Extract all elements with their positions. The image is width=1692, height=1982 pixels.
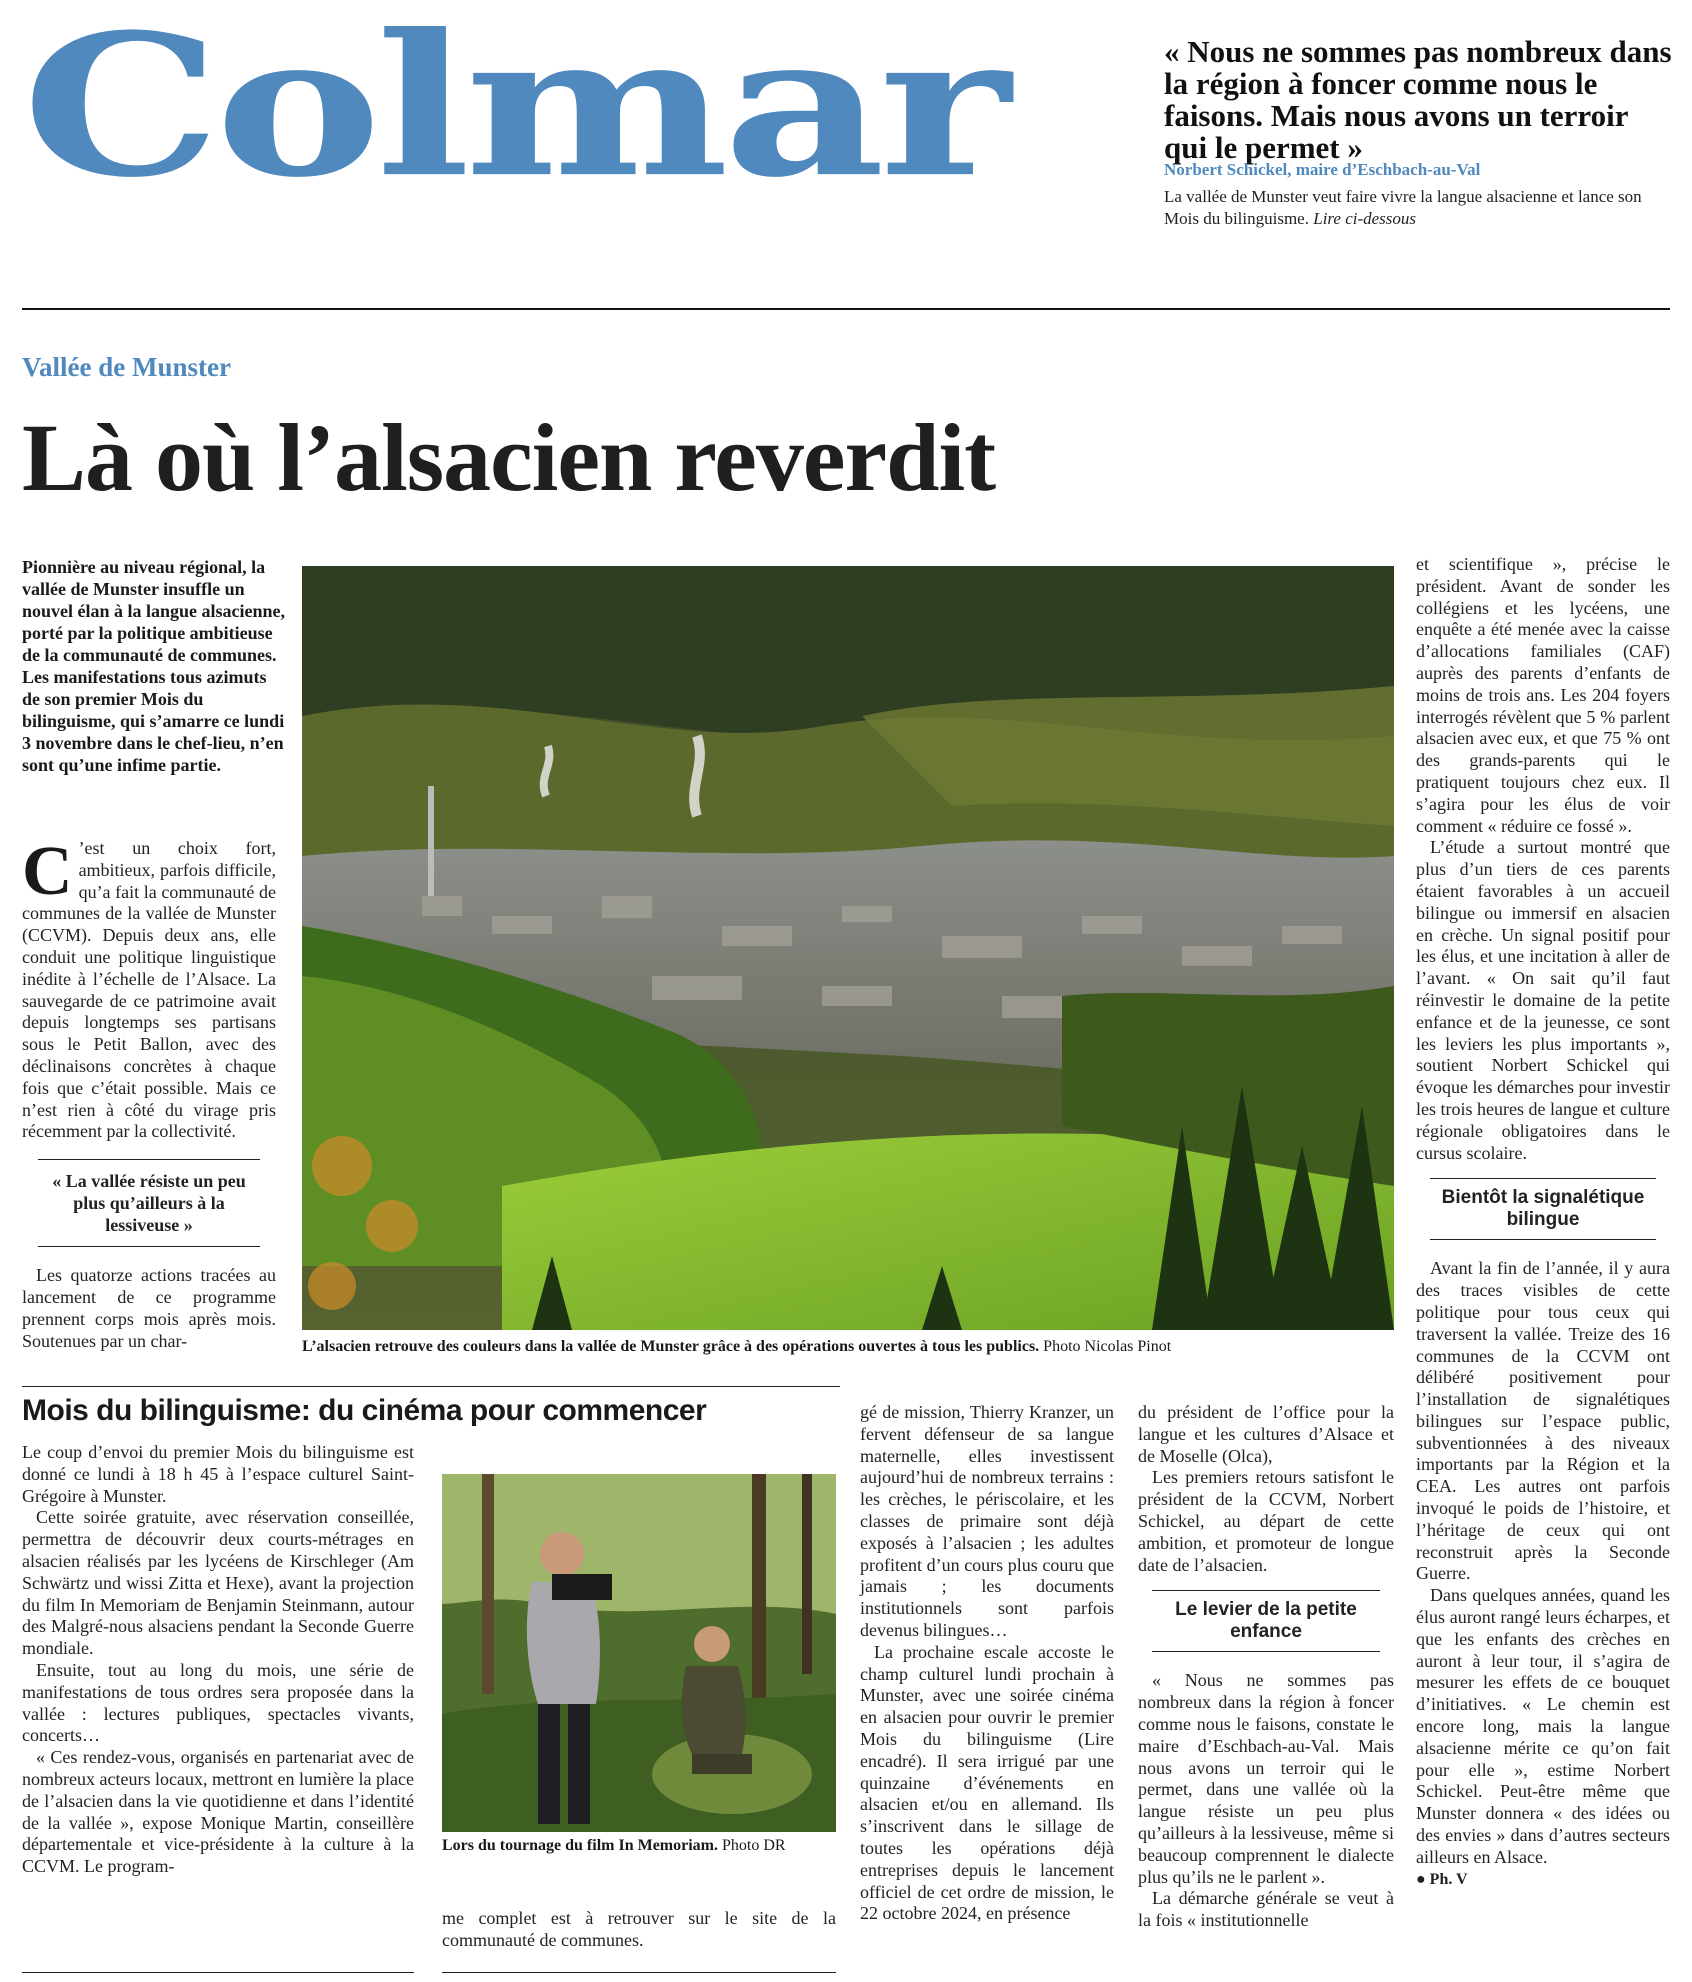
valley-landscape-photo — [302, 566, 1394, 1330]
article-column-4 — [1138, 1402, 1394, 1932]
main-photo-caption — [302, 1336, 1394, 1357]
col1-paragraph-2: Les quatorze actions tracées au lancement de ce programme prennent corps mois après mois. Soutenues par un char- — [22, 1265, 276, 1351]
box-divider — [22, 1386, 840, 1387]
film-photo — [442, 1474, 836, 1832]
article-column-1 — [22, 833, 276, 1352]
box-column-2 — [442, 1908, 836, 1952]
film-shooting-photo — [442, 1474, 836, 1832]
box-paragraph-3: Ensuite, tout au long du mois, une série de manifestations de tous ordres sera proposée dans la vallée : lectures publiques, spectacles vivants, concerts… — [22, 1659, 414, 1746]
main-photo — [302, 566, 1394, 1330]
colr-paragraph-2: L’étude a surtout montré que plus d’un tiers de ces parents étaient favorables à un accueil bilingue ou immersif en alsacien en crèche. Un signal positif pour les élus, et une incitation à aller de l’avant. « On sait qu’il faut réinvestir le domaine de la petite enfance et de la jeunesse, ce sont les leviers les plus importants », soutient Norbert Schickel qui évoque les démarches pour investir les trois heures de langue et culture régionale obligatoires dans le cursus scolaire. — [1416, 837, 1670, 1163]
headline: Là où l’alsacien reverdit — [22, 404, 996, 511]
col3-paragraph-1: gé de mission, Thierry Kranzer, un fervent défenseur de sa langue maternelle, elles investissent aujourd’hui de nombreux terrains : les crèches, le périscolaire, et les classes de primaire sont déjà exposés à l’alsacien ; les adultes profitent d’un cours plus couru que jamais ; les documents institutionnels sont parfois devenus bilingues… — [860, 1402, 1114, 1640]
caption2-credit: Photo DR — [722, 1837, 786, 1854]
subhead-signaletique: Bientôt la signalétique bilingue — [1430, 1178, 1656, 1240]
teaser-text-body: La vallée de Munster veut faire vivre la langue alsacienne et lance son Mois du bilinguisme. — [1164, 187, 1642, 228]
box-title: Mois du bilinguisme: du cinéma pour commencer — [22, 1394, 707, 1427]
teaser-author: Norbert Schickel, maire d’Eschbach-au-Val — [1164, 160, 1481, 179]
col4-paragraph-2: Les premiers retours satisfont le président de la CCVM, Norbert Schickel, au départ de cette ambition, et promoteur de longue date de l’alsacien. — [1138, 1467, 1394, 1575]
top-divider — [22, 308, 1670, 310]
col4-paragraph-1: du président de l’office pour la langue et les cultures d’Alsace et de Moselle (Olca), — [1138, 1402, 1394, 1466]
box-paragraph-1: Le coup d’envoi du premier Mois du bilinguisme est donné ce lundi à 18 h 45 à l’espace culturel Saint-Grégoire à Munster. — [22, 1442, 414, 1506]
teaser-quote: « Nous ne sommes pas nombreux dans la région à foncer comme nous le faisons. Mais nous avons un terroir qui le permet » — [1164, 34, 1672, 165]
article-column-3 — [860, 1402, 1114, 1925]
signature: ● Ph. V — [1416, 1870, 1468, 1888]
col4-paragraph-4: La démarche générale se veut à la fois « institutionnelle — [1138, 1888, 1394, 1931]
colr-paragraph-1: et scientifique », précise le président. Avant de sonder les collégiens et les lycéens, une enquête a été menée avec la caisse d’allocations familiales (CAF) auprès des parents d’enfants de moins de trois ans. Les 204 foyers interrogés révèlent que 5 % parlent alsacien avec eux, et que 75 % ont des grands-parents qui le pratiquent toujours chez eux. Il s’agira pour les élus de voir comment « réduire ce fossé ». — [1416, 554, 1670, 836]
caption-text: L’alsacien retrouve des couleurs dans la vallée de Munster grâce à des opérations ouvertes à tous les publics. — [302, 1338, 1040, 1355]
colr-paragraph-3: Avant la fin de l’année, il y aura des traces visibles de cette politique pour tous ceux qui traversent la vallée. Treize des 16 communes de la CCVM ont délibéré positivement pour l’installation de signalétiques bilingues sur l’espace public, subventionnées à des niveaux importants par la Région et la CEA. Les autres ont parfois invoqué le poids de l’histoire, et l’héritage de ceux qui ont reconstruit après la Seconde Guerre. — [1416, 1258, 1670, 1584]
teaser-text — [1164, 186, 1674, 230]
chapo: Pionnière au niveau régional, la vallée de Munster insuffle un nouvel élan à la langue alsacienne, porté par la politique ambitieuse de la communauté de communes. Les manifestations tous azimuts de son premier Mois du bilinguisme, qui s’amarre ce lundi 3 novembre dans le chef-lieu, n’en sont qu’une infime partie. — [22, 557, 286, 775]
col3-paragraph-2: La prochaine escale accoste le champ culturel lundi prochain à Munster, avec une soirée cinéma en alsacien pour ouvrir le premier Mois du bilinguisme (Lire encadré). Il sera irrigué par une quinzaine d’événements en alsacien et/ou en allemand. Ils s’inscrivent dans le sillage de toutes les opérations déjà entreprises depuis le lancement officiel de cet ordre de mission, le 22 octobre 2024, en présence — [860, 1641, 1114, 1924]
pullquote: « La vallée résiste un peu plus qu’ailleurs à la lessiveuse » — [38, 1159, 260, 1247]
masthead: Colmar — [22, 0, 1005, 221]
box-column-1 — [22, 1442, 414, 1878]
box-paragraph-4: « Ces rendez-vous, organisés en partenariat avec de nombreux acteurs locaux, mettront en lumière la place de l’alsacien dans la vie quotidienne et dans l’identité de la vallée », expose Monique Martin, conseillère départementale et vice-présidente à la culture à la CCVM. Le program- — [22, 1747, 414, 1877]
kicker: Vallée de Munster — [22, 352, 231, 382]
caption2-text: Lors du tournage du film In Memoriam. — [442, 1837, 718, 1854]
box-paragraph-5: me complet est à retrouver sur le site de la communauté de communes. — [442, 1908, 836, 1950]
col1-paragraph-1 — [22, 833, 276, 1143]
colr-paragraph-4: Dans quelques années, quand les élus auront rangé leurs écharpes, et que les enfants des crèches en auront à leur tour, il s’agira de mesurer les effets de ce bouquet d’initiatives. « Le chemin est encore long, mais la langue alsacienne mérite ce qu’on fait pour elle », estime Norbert Schickel. Peut-être même que Munster donnera « des idées ou des envies » dans d’autres secteurs ailleurs en Alsace. — [1416, 1585, 1670, 1867]
bottom-rule-1 — [22, 1972, 414, 1973]
dropcap: C — [22, 833, 73, 910]
col1-p1-text: ’est un choix fort, ambitieux, parfois difficile, qu’a fait la communauté de communes de la vallée de Munster (CCVM). Depuis deux ans, elle conduit une politique linguistique inédite à l’échelle de l’Alsace. La sauvegarde de ce patrimoine avait depuis longtemps ses partisans sous le Petit Ballon, avec des déclinaisons concrètes à chaque fois que c’était possible. Mais ce n’est rien à côté du virage pris récemment par la collectivité. — [22, 838, 276, 1142]
bottom-rule-2 — [442, 1972, 836, 1973]
teaser-link[interactable]: Lire ci-dessous — [1313, 209, 1417, 228]
signature-text: Ph. V — [1429, 1870, 1468, 1888]
box-paragraph-2: Cette soirée gratuite, avec réservation conseillée, permettra de découvrir deux courts-métrages en alsacien réalisés par les lycéens de Kirschleger (Am Schwärtz und wissi Zitta et Hexe), avant la projection du film In Memoriam de Benjamin Steinmann, autour des Malgré-nous alsaciens pendant la Seconde Guerre mondiale. — [22, 1507, 414, 1659]
col4-paragraph-3: « Nous ne sommes pas nombreux dans la région à foncer comme nous le faisons, constate le maire d’Eschbach-au-Val. Mais nous avons un terroir qui le permet, dans une vallée où la langue résiste un peu plus qu’ailleurs à la lessiveuse, même si beaucoup comprennent le dialecte plus qu’ils ne le parlent ». — [1138, 1670, 1394, 1887]
subhead-petite-enfance: Le levier de la petite enfance — [1152, 1590, 1380, 1652]
film-photo-caption — [442, 1836, 836, 1856]
article-column-right — [1416, 554, 1670, 1890]
caption-credit: Photo Nicolas Pinot — [1043, 1338, 1172, 1355]
